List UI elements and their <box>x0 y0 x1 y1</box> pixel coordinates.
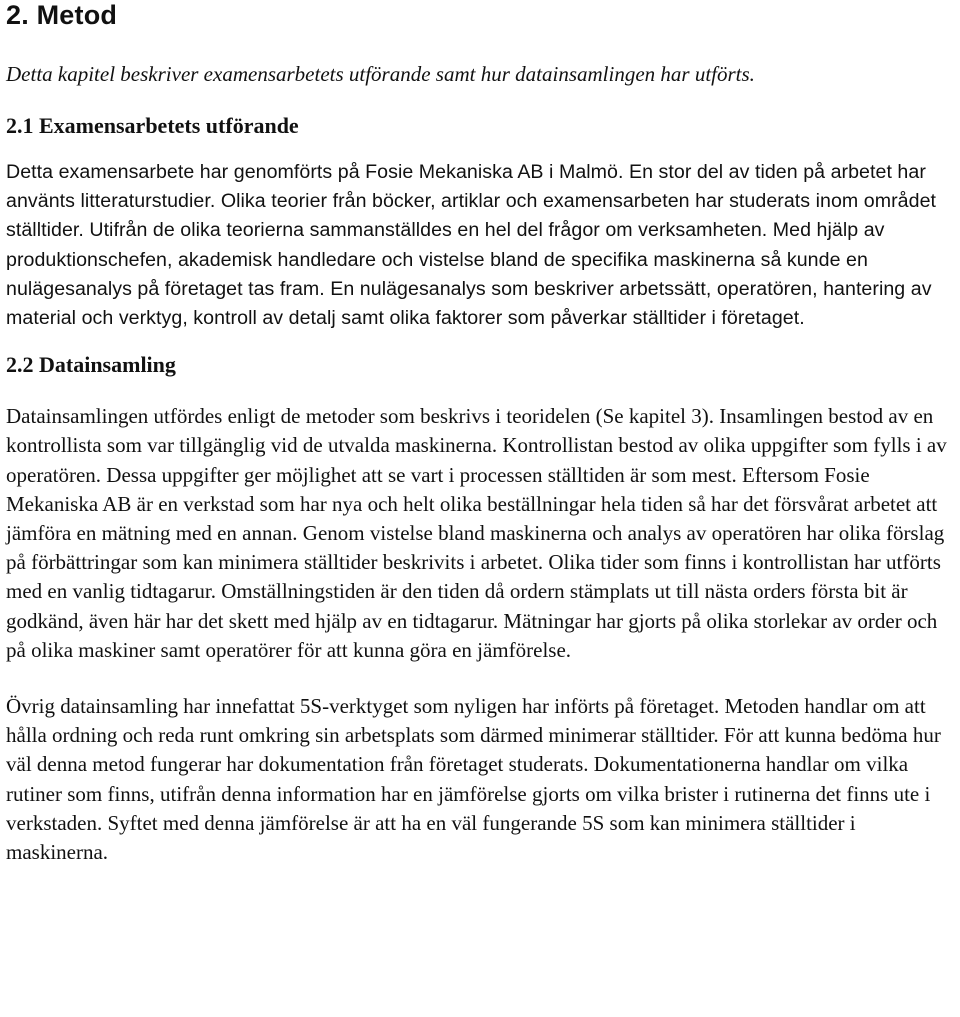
document-page <box>6 0 956 867</box>
chapter-intro: Detta kapitel beskriver examensarbetets utförande samt hur datainsamlingen har utförts. <box>6 62 755 86</box>
chapter-heading: 2. Metod <box>6 0 118 30</box>
section-2-2-paragraph-2: Övrig datainsamling har innefattat 5S-verktyget som nyligen har införts på företaget. Metoden handlar om att hålla ordning och reda runt omkring sin arbetsplats som därmed minimerar ställtider. För att kunna bedöma hur väl denna metod fungerar har dokumentation från företaget studerats. Dokumentationerna handlar om vilka rutiner som finns, utifrån denna information har en jämförelse gjorts om vilka brister i rutinerna det finns ute i verkstaden. Syftet med denna jämförelse är att ha en väl fungerande 5S som kan minimera ställtider i maskinerna. <box>6 694 941 865</box>
section-heading-2-2: 2.2 Datainsamling <box>6 352 176 378</box>
section-2-2-paragraph-1: Datainsamlingen utfördes enligt de metoder som beskrivs i teoridelen (Se kapitel 3). Insamlingen bestod av en kontrollista som var tillgänglig vid de utvalda maskinerna. Kontrollistan bestod av olika uppgifter som fylls i av operatören. Dessa uppgifter ger möjlighet att se vart i processen ställtiden är som mest. Eftersom Fosie Mekaniska AB är en verkstad som har nya och helt olika beställningar hela tiden så har det försvårat arbetet att jämföra en mätning med en annan. Genom vistelse bland maskinerna och analys av operatören har olika förslag på förbättringar som kan minimera ställtider beskrivits i arbetet. Olika tider som finns i kontrollistan har utförts med en vanlig tidtagarur. Omställningstiden är den tiden då ordern stämplats ut till nästa orders första bit är godkänd, även här har det skett med hjälp av en tidtagarur. Mätningar har gjorts på olika storlekar av order och på olika maskiner samt operatörer för att kunna göra en jämförelse. <box>6 404 947 662</box>
section-2-1-paragraph: Detta examensarbete har genomförts på Fosie Mekaniska AB i Malmö. En stor del av tiden på arbetet har använts litteraturstudier. Olika teorier från böcker, artiklar och examensarbeten har studerats inom området ställtider. Utifrån de olika teorierna sammanställdes en hel del frågor om verksamheten. Med hjälp av produktionschefen, akademisk handledare och vistelse bland de specifika maskinerna så kunde en nulägesanalys på företaget tas fram. En nulägesanalys som beskriver arbetssätt, operatören, hantering av material och verktyg, kontroll av detalj samt olika faktorer som påverkar ställtider i företaget. <box>6 161 937 330</box>
section-heading-2-1: 2.1 Examensarbetets utförande <box>6 113 299 138</box>
